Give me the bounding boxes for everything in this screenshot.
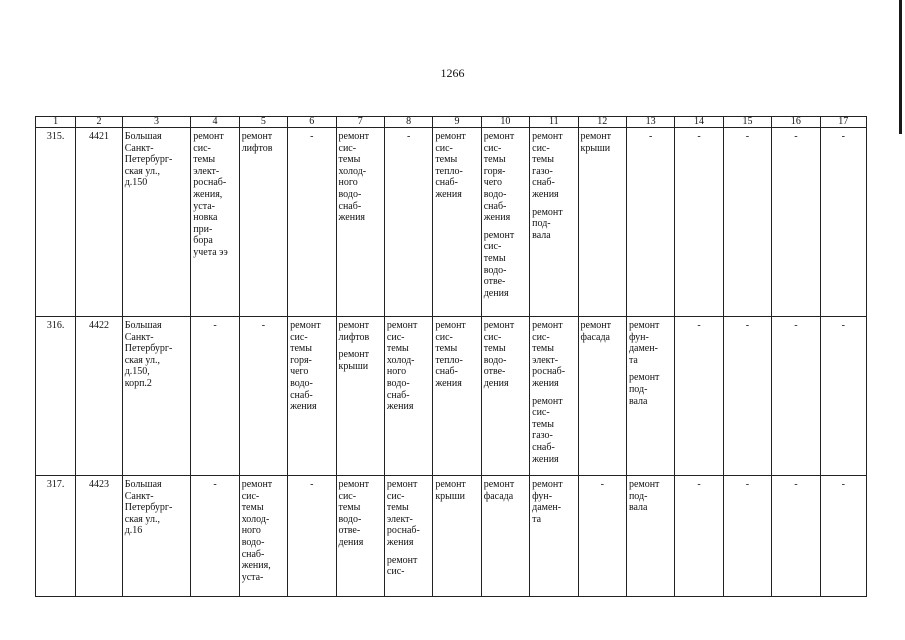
work-item: ремонт сис- темы водо- отве- дения — [483, 229, 515, 299]
work-item: ремонт под- вала — [628, 372, 660, 407]
work-item: ремонт сис- темы холод- ного водо- снаб- жения, уста- — [241, 479, 273, 583]
page-number: 1266 — [440, 66, 465, 80]
work-cell — [191, 128, 239, 317]
work-item: ремонт крыши — [580, 131, 612, 154]
work-cell — [336, 128, 384, 317]
work-cell — [481, 317, 529, 476]
work-item: ремонт под- вала — [532, 206, 563, 241]
work-cell — [481, 476, 529, 597]
work-cell — [530, 128, 578, 317]
empty-cell: - — [288, 128, 336, 317]
column-header: 8 — [384, 117, 432, 128]
work-item: ремонт сис- темы горя- чего водо- снаб- жения — [290, 320, 321, 413]
work-item: ремонт фун- дамен- та — [628, 320, 660, 366]
work-item: ремонт фасада — [483, 479, 515, 502]
empty-cell: - — [772, 317, 820, 476]
work-item: ремонт лифтов — [338, 320, 370, 343]
scan-edge-bar — [899, 0, 902, 134]
empty-cell: - — [191, 317, 239, 476]
work-cell — [578, 128, 626, 317]
work-item: ремонт крыши — [435, 479, 466, 502]
address-text: Большая Санкт- Петербург- ская ул., д.150 — [124, 131, 173, 189]
repair-register-table — [35, 116, 867, 597]
work-item: ремонт лифтов — [241, 131, 273, 154]
address-cell — [122, 128, 191, 317]
empty-cell: - — [626, 128, 674, 317]
work-cell — [384, 476, 432, 597]
column-header: 6 — [288, 117, 336, 128]
work-item: ремонт сис- темы водо- отве- дения — [483, 320, 515, 389]
work-item: ремонт крыши — [338, 349, 369, 372]
row-number: 316. — [36, 317, 76, 476]
work-cell — [433, 476, 481, 597]
work-cell — [530, 476, 578, 597]
column-header: 13 — [626, 117, 674, 128]
work-cell — [626, 317, 674, 476]
work-cell — [433, 317, 481, 476]
column-header: 16 — [772, 117, 820, 128]
work-item: ремонт сис- темы тепло- снаб- жения — [435, 320, 466, 389]
work-cell — [336, 476, 384, 597]
column-header: 17 — [820, 117, 866, 128]
empty-cell: - — [675, 128, 723, 317]
address-text: Большая Санкт- Петербург- ская ул., д.16 — [124, 479, 173, 537]
work-cell — [384, 317, 432, 476]
empty-cell: - — [675, 317, 723, 476]
work-item: ремонт сис- темы холод- ного водо- снаб- жения — [386, 320, 418, 413]
building-code: 4421 — [76, 128, 122, 317]
empty-cell: - — [675, 476, 723, 597]
building-code: 4422 — [76, 317, 122, 476]
work-cell — [336, 317, 384, 476]
work-item: ремонт сис- темы водо- отве- дения — [338, 479, 369, 548]
work-item: ремонт сис- темы элект- роснаб- жения — [532, 320, 566, 389]
work-item: ремонт сис- — [386, 554, 418, 578]
empty-cell: - — [723, 476, 771, 597]
table-row — [36, 128, 867, 317]
work-cell — [239, 476, 287, 597]
column-header: 5 — [239, 117, 287, 128]
address-cell — [122, 476, 191, 597]
column-header: 14 — [675, 117, 723, 128]
empty-cell: - — [723, 317, 771, 476]
empty-cell: - — [820, 128, 866, 317]
empty-cell: - — [578, 476, 626, 597]
empty-cell: - — [239, 317, 287, 476]
building-code: 4423 — [76, 476, 122, 597]
work-item: ремонт сис- темы элект- роснаб- жения, уста- новка при- бора учета ээ — [193, 131, 228, 258]
work-cell — [288, 317, 336, 476]
column-header: 15 — [723, 117, 771, 128]
column-header: 4 — [191, 117, 239, 128]
address-cell — [122, 317, 191, 476]
work-cell — [578, 317, 626, 476]
column-header: 1 — [36, 117, 76, 128]
header-row — [36, 117, 867, 128]
address-text: Большая Санкт- Петербург- ская ул., д.150, корп.2 — [124, 320, 173, 389]
work-item: ремонт сис- темы тепло- снаб- жения — [435, 131, 466, 200]
empty-cell: - — [288, 476, 336, 597]
empty-cell: - — [772, 128, 820, 317]
work-item: ремонт сис- темы горя- чего водо- снаб- жения — [483, 131, 515, 224]
empty-cell: - — [191, 476, 239, 597]
column-header: 11 — [530, 117, 578, 128]
work-item: ремонт сис- темы элект- роснаб- жения — [386, 479, 420, 548]
table-row — [36, 317, 867, 476]
row-number: 315. — [36, 128, 76, 317]
column-header: 7 — [336, 117, 384, 128]
column-header: 2 — [76, 117, 122, 128]
column-header: 10 — [481, 117, 529, 128]
work-cell — [530, 317, 578, 476]
column-header: 12 — [578, 117, 626, 128]
row-number: 317. — [36, 476, 76, 597]
empty-cell: - — [820, 317, 866, 476]
work-item: ремонт фун- дамен- та — [532, 479, 563, 525]
empty-cell: - — [772, 476, 820, 597]
work-item: ремонт сис- темы газо- снаб- жения — [532, 395, 563, 465]
work-item: ремонт под- вала — [628, 479, 660, 514]
work-cell — [433, 128, 481, 317]
work-cell — [481, 128, 529, 317]
work-item: ремонт сис- темы холод- ного водо- снаб- жения — [338, 131, 369, 224]
empty-cell: - — [820, 476, 866, 597]
work-item: ремонт сис- темы газо- снаб- жения — [532, 131, 563, 200]
work-item: ремонт фасада — [580, 320, 612, 343]
empty-cell: - — [723, 128, 771, 317]
column-header: 3 — [122, 117, 191, 128]
work-cell — [626, 476, 674, 597]
column-header: 9 — [433, 117, 481, 128]
work-cell — [239, 128, 287, 317]
table-row — [36, 476, 867, 597]
empty-cell: - — [384, 128, 432, 317]
